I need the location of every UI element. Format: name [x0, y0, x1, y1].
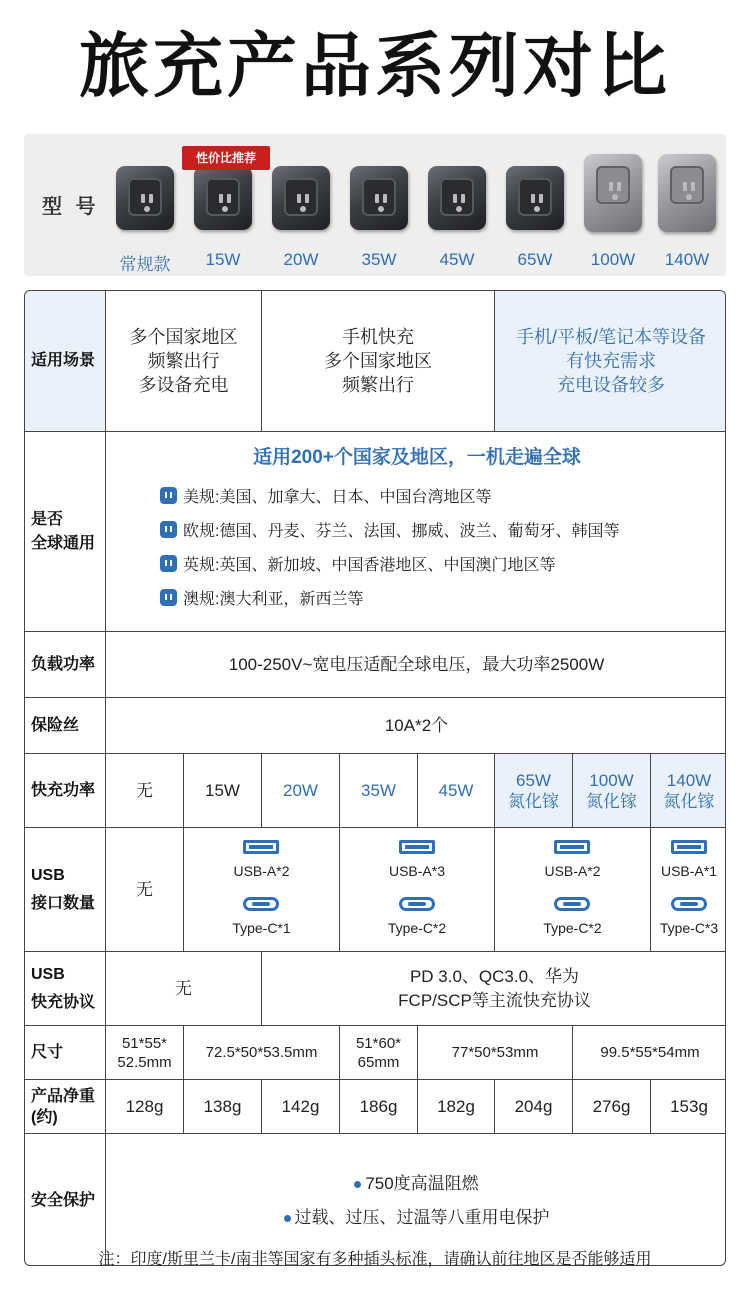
- safety-cell: [105, 1134, 726, 1266]
- plug-text: 欧规:德国、丹麦、芬兰、法国、挪威、波兰、葡萄牙、韩国等: [183, 523, 620, 540]
- table-row: [25, 431, 725, 631]
- usb-c-icon: [671, 897, 707, 911]
- bullet-icon: [284, 1215, 291, 1222]
- usb-a-icon: [671, 840, 707, 854]
- usb-a-icon: [554, 840, 590, 854]
- usb-c-count: Type-C*3: [659, 919, 719, 936]
- models-label: 型 号: [42, 196, 100, 218]
- model-card: [496, 134, 574, 276]
- travel-adapter-icon: [350, 166, 408, 230]
- plug-line: [160, 552, 555, 575]
- table-row: [25, 1079, 725, 1133]
- usb-a-count: USB-A*2: [233, 862, 290, 879]
- comparison-table: [24, 290, 726, 1266]
- travel-adapter-icon: [658, 154, 716, 232]
- usb-a-count: USB-A*1: [660, 862, 717, 879]
- au-plug-icon: [160, 589, 177, 606]
- table-cell: 无: [105, 754, 183, 827]
- table-cell: 99.5*55*54mm: [572, 1026, 726, 1079]
- usb-cell: [650, 828, 726, 951]
- uk-plug-icon: [160, 555, 177, 572]
- table-cell: 10A*2个: [105, 698, 726, 753]
- model-card: [648, 134, 726, 276]
- table-cell: 51*55* 52.5mm: [105, 1026, 183, 1079]
- model-name: 140W: [664, 250, 710, 269]
- page-title: 旅充产品系列对比: [79, 27, 671, 105]
- usb-c-count: Type-C*2: [543, 919, 602, 936]
- table-cell: 100W 氮化镓: [572, 754, 650, 827]
- usb-c-icon: [243, 897, 279, 911]
- table-cell: 153g: [650, 1080, 726, 1133]
- plug-line: [160, 484, 491, 507]
- table-row: [25, 1025, 725, 1079]
- table-cell: 45W: [417, 754, 494, 827]
- safety-text: 过载、过压、过温等八重用电保护: [294, 1207, 550, 1227]
- table-cell: 20W: [261, 754, 339, 827]
- table-row: [25, 1133, 725, 1266]
- bullet-icon: [354, 1181, 361, 1188]
- plug-text: 美规:美国、加拿大、日本、中国台湾地区等: [183, 489, 492, 506]
- usb-cell: [339, 828, 494, 951]
- table-cell: 182g: [417, 1080, 494, 1133]
- table-row: [25, 631, 725, 697]
- travel-adapter-icon: [194, 166, 252, 230]
- usb-a-icon: [399, 840, 435, 854]
- plug-text: 澳规:澳大利亚，新西兰等: [183, 591, 364, 608]
- table-cell: 140W 氮化镓: [650, 754, 726, 827]
- travel-adapter-icon: [116, 166, 174, 230]
- us-plug-icon: [160, 487, 177, 504]
- compat-headline: 适用200+个国家及地区，一机走遍全球: [253, 447, 581, 468]
- global-compat-cell: [105, 432, 726, 631]
- plug-text: 英规:英国、新加坡、中国香港地区、中国澳门地区等: [183, 557, 556, 574]
- travel-adapter-icon: [428, 166, 486, 230]
- usb-cell: [183, 828, 339, 951]
- recommend-badge: 性价比推荐: [182, 146, 270, 170]
- table-cell: 51*60* 65mm: [339, 1026, 417, 1079]
- usb-c-count: Type-C*1: [232, 919, 291, 936]
- row-label: USB 接口数量: [31, 866, 96, 912]
- row-label: 是否 全球通用: [31, 510, 96, 552]
- model-card: [340, 134, 418, 276]
- table-cell: 72.5*50*53.5mm: [183, 1026, 339, 1079]
- model-name: 常规款: [119, 255, 171, 274]
- table-cell: 77*50*53mm: [417, 1026, 572, 1079]
- row-label: USB 快充协议: [31, 965, 96, 1011]
- model-strip: [24, 134, 726, 276]
- row-label: 安全保护: [31, 1191, 96, 1209]
- travel-adapter-icon: [506, 166, 564, 230]
- table-cell: 手机/平板/笔记本等设备 有快充需求 充电设备较多: [494, 291, 726, 431]
- table-row: [25, 827, 725, 951]
- table-cell: 65W 氮化镓: [494, 754, 572, 827]
- table-cell: 204g: [494, 1080, 572, 1133]
- travel-adapter-icon: [584, 154, 642, 232]
- table-row: [25, 291, 725, 431]
- model-name: 65W: [517, 250, 553, 269]
- model-card: [106, 134, 184, 276]
- safety-item: [284, 1201, 550, 1235]
- table-cell: 手机快充 多个国家地区 频繁出行: [261, 291, 494, 431]
- table-cell: 128g: [105, 1080, 183, 1133]
- row-label: 负载功率: [31, 655, 96, 673]
- footnote: 注：印度/斯里兰卡/南非等国家有多种插头标准，请确认前往地区是否能够适用: [98, 1251, 652, 1268]
- model-name: 20W: [283, 250, 319, 269]
- row-label: 适用场景: [25, 291, 105, 431]
- table-row: [25, 697, 725, 753]
- table-cell: 138g: [183, 1080, 261, 1133]
- usb-c-count: Type-C*2: [387, 919, 447, 936]
- travel-adapter-icon: [272, 166, 330, 230]
- table-cell: 186g: [339, 1080, 417, 1133]
- table-cell: 100-250V~宽电压适配全球电压，最大功率2500W: [105, 632, 726, 697]
- table-row: [25, 753, 725, 827]
- usb-a-count: USB-A*3: [388, 862, 445, 879]
- table-cell: 142g: [261, 1080, 339, 1133]
- model-card: [262, 134, 340, 276]
- model-card: [418, 134, 496, 276]
- table-cell: 35W: [339, 754, 417, 827]
- model-name: 15W: [205, 250, 241, 269]
- plug-line: [160, 586, 363, 609]
- table-cell: 无: [105, 952, 261, 1025]
- model-card: [574, 134, 652, 276]
- table-cell: 多个国家地区 频繁出行 多设备充电: [105, 291, 261, 431]
- safety-item: [354, 1167, 478, 1201]
- usb-c-icon: [399, 897, 435, 911]
- table-cell: 276g: [572, 1080, 650, 1133]
- model-name: 100W: [590, 250, 636, 269]
- row-label: 尺寸: [31, 1043, 64, 1061]
- row-label: 产品净重 (约): [31, 1087, 96, 1126]
- model-name: 35W: [361, 250, 397, 269]
- table-cell: PD 3.0、QC3.0、华为 FCP/SCP等主流快充协议: [261, 952, 726, 1025]
- plug-line: [160, 518, 619, 541]
- safety-text: 750度高温阻燃: [365, 1173, 479, 1193]
- row-label: 快充功率: [31, 781, 96, 799]
- usb-c-icon: [554, 897, 590, 911]
- usb-a-count: USB-A*2: [544, 862, 601, 879]
- table-cell: 15W: [183, 754, 261, 827]
- model-name: 45W: [439, 250, 475, 269]
- table-cell: 无: [105, 828, 183, 951]
- table-row: [25, 951, 725, 1025]
- row-label: 保险丝: [31, 716, 80, 734]
- usb-cell: [494, 828, 650, 951]
- usb-a-icon: [243, 840, 279, 854]
- eu-plug-icon: [160, 521, 177, 538]
